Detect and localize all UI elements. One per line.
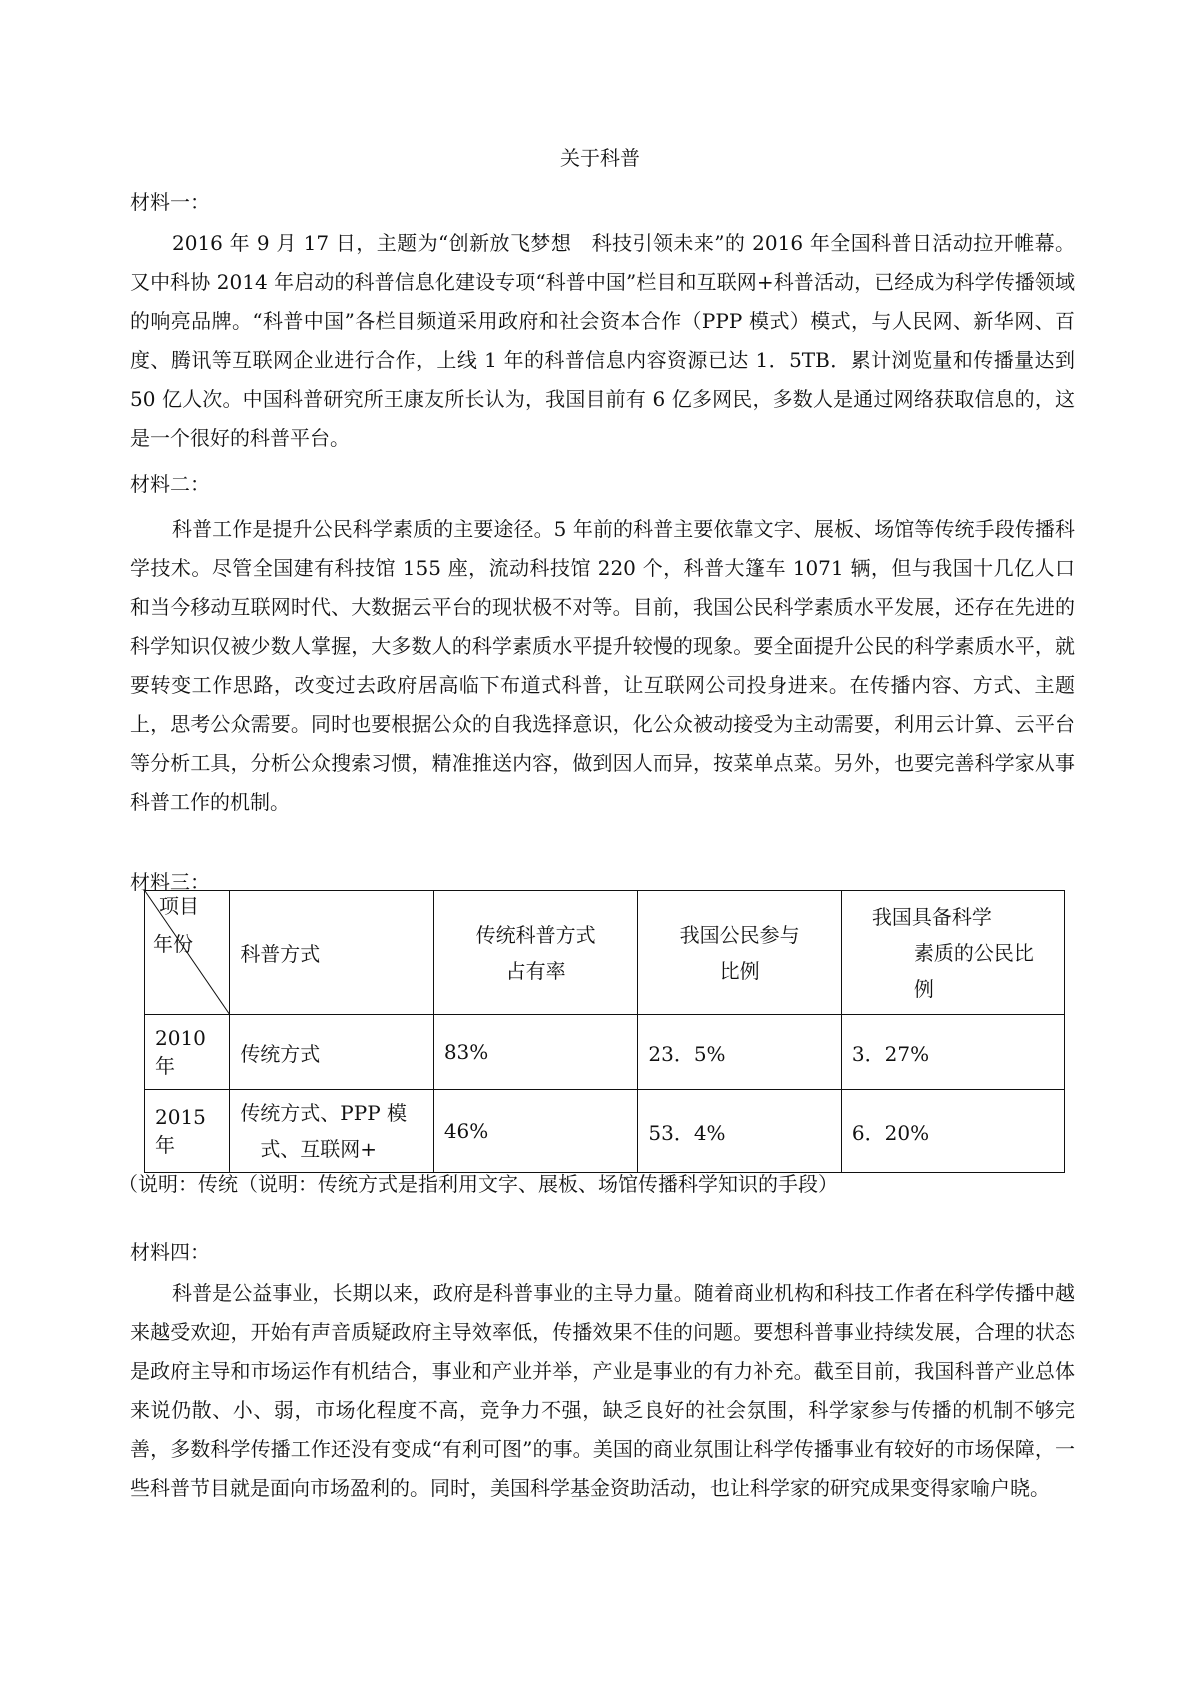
document-title: 关于科普 (560, 146, 640, 170)
header-traditional-line2: 占有率 (505, 958, 566, 983)
material-2-heading: 材料二： (130, 472, 210, 496)
cell-method: 传统方式 (230, 1015, 434, 1090)
corner-label-item: 项目 (159, 894, 199, 918)
header-traditional-rate (433, 891, 638, 1015)
cell-method-line2: 式、互联网+ (260, 1137, 378, 1161)
cell-traditional: 46% (433, 1090, 638, 1173)
material-4-heading: 材料四： (130, 1240, 210, 1264)
cell-year: 2015 年 (145, 1090, 230, 1173)
cell-participation: 53．4% (638, 1090, 842, 1173)
table-row (145, 1090, 1065, 1173)
header-literacy-line3: 例 (913, 976, 934, 1001)
header-participation (638, 891, 842, 1015)
cell-literacy: 6．20% (841, 1090, 1064, 1173)
material-1-paragraph: 2016 年 9 月 17 日，主题为“创新放飞梦想 科技引领未来”的 2016 年全国科普日活动拉开帷幕。又中科协 2014 年启动的科普信息化建设专项“科普中国”栏目和互联网+科普活动，已经成为科学传播领域的响亮品牌。“科普中国”各栏目频道采用政府和社会资本合作（PPP 模式）模式，与人民网、新华网、百度、腾讯等互联网企业进行合作，上线 1 年的科普信息内容资源已达 1．5TB．累计浏览量和传播量达到 50 亿人次。中国科普研究所王康友所长认为，我国目前有 6 亿多网民，多数人是通过网络获取信息的，这是一个很好的科普平台。 (130, 231, 1075, 450)
header-method: 科普方式 (230, 891, 434, 1015)
cell-year: 2010 年 (145, 1015, 230, 1090)
header-traditional-line1: 传统科普方式 (475, 922, 596, 947)
table-corner-cell (145, 891, 230, 1015)
table-note: （说明：传统（说明：传统方式是指利用文字、展板、场馆传播科学知识的手段） (118, 1172, 838, 1196)
header-participation-line2: 比例 (719, 958, 760, 983)
corner-label-year: 年份 (153, 932, 193, 956)
cell-traditional: 83% (433, 1015, 638, 1090)
table-header-row (145, 891, 1065, 1015)
cell-literacy: 3．27% (841, 1015, 1064, 1090)
header-literacy-line1: 我国具备科学 (871, 904, 992, 929)
header-literacy-ratio (841, 891, 1064, 1015)
material-3-heading: 材料三： (130, 870, 210, 894)
science-popularization-table (144, 890, 1065, 1173)
material-4-paragraph: 科普是公益事业，长期以来，政府是科普事业的主导力量。随着商业机构和科技工作者在科学传播中越来越受欢迎，开始有声音质疑政府主导效率低，传播效果不佳的问题。要想科普事业持续发展，合理的状态是政府主导和市场运作有机结合，事业和产业并举，产业是事业的有力补充。截至目前，我国科普产业总体来说仍散、小、弱，市场化程度不高，竞争力不强，缺乏良好的社会氛围，科学家参与传播的机制不够完善，多数科学传播工作还没有变成“有利可图”的事。美国的商业氛围让科学传播事业有较好的市场保障，一些科普节目就是面向市场盈利的。同时，美国科学基金资助活动，也让科学家的研究成果变得家喻户晓。 (130, 1281, 1075, 1500)
material-2-paragraph: 科普工作是提升公民科学素质的主要途径。5 年前的科普主要依靠文字、展板、场馆等传统手段传播科学技术。尽管全国建有科技馆 155 座，流动科技馆 220 个，科普大篷车 1071 辆，但与我国十几亿人口和当今移动互联网时代、大数据云平台的现状极不对等。目前，我国公民科学素质水平发展，还存在先进的科学知识仅被少数人掌握，大多数人的科学素质水平提升较慢的现象。要全面提升公民的科学素质水平，就要转变工作思路，改变过去政府居高临下布道式科普，让互联网公司投身进来。在传播内容、方式、主题上，思考公众需要。同时也要根据公众的自我选择意识，化公众被动接受为主动需要，利用云计算、云平台等分析工具，分析公众搜索习惯，精准推送内容，做到因人而异，按菜单点菜。另外，也要完善科学家从事科普工作的机制。 (130, 517, 1075, 814)
cell-method (230, 1090, 434, 1173)
material-1-heading: 材料一： (130, 190, 210, 214)
cell-participation: 23．5% (638, 1015, 842, 1090)
header-literacy-line2: 素质的公民比 (913, 940, 1034, 965)
cell-method-line1: 传统方式、PPP 模 (240, 1101, 408, 1125)
table-row (145, 1015, 1065, 1090)
header-participation-line1: 我国公民参与 (679, 922, 800, 947)
